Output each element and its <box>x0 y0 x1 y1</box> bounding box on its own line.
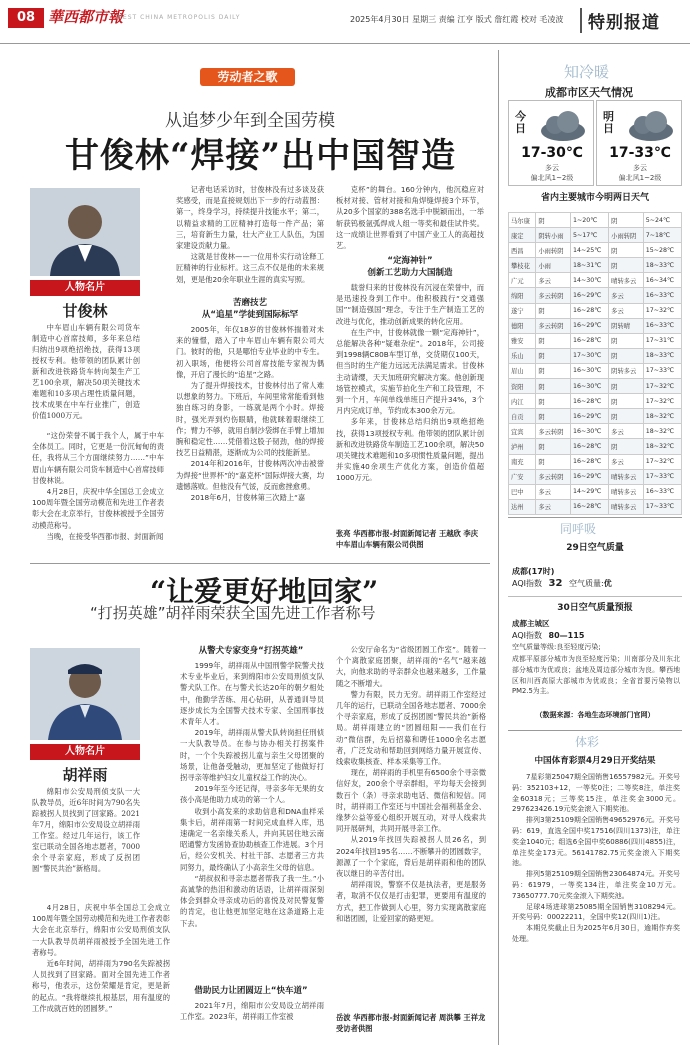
tomorrow-weather: 晴转多云 <box>609 273 644 288</box>
divider <box>508 730 682 731</box>
city-name: 眉山 <box>509 363 536 378</box>
tomorrow-weather: 多云 <box>609 454 644 469</box>
tomorrow-temp: 17~32℃ <box>643 394 681 409</box>
profile-bio: 绵阳市公安局刑侦支队一大队教导员，近6年时间为790名失踪被拐人员找到了回家路。2021年7月，绵阳市公安局设立胡祥雨工作室。经过几年运行，该工作室已联动全国各地志愿者，7000余个寻亲家庭，形成了反拐团圆“警民共治”新格局。 <box>32 787 140 873</box>
today-temp: 16~28℃ <box>570 303 608 318</box>
paragraph: 2005年，年仅18岁的甘俊林怀揣着对未来的憧憬，踏入了中车眉山车辆有限公司大门。彼时的他，只是哪怕专业毕业的中专生。初入职场，他便将公司首席技能专家视为偶像，开启了漫长的“追星”之路。 <box>176 325 324 379</box>
today-weather: 阴 <box>536 348 571 363</box>
air-area: 成都主城区 <box>512 619 550 628</box>
paragraph: “这份荣誉不属于我个人，属于中车全体员工。同时，它更是一份沉甸甸的责任，我将从三个方面继续努力……”中车眉山车辆有限公司货车制造中心首席技师甘俊林说。 <box>32 431 164 485</box>
lottery-item: 本期兑奖截止日为2025年6月30日，逾期作弃奖处理。 <box>512 924 680 943</box>
air-section: 同呼吸 <box>560 522 597 536</box>
paragraph: 2014年和2016年，甘俊林两次冲击被誉为焊接“世界杯”的“嘉克杯”国际焊接大赛，均遗憾落败。但他没有气馁，反而愈挫愈勇。 <box>176 459 324 491</box>
svg-text:知冷暖: 知冷暖 <box>564 63 610 81</box>
feature-title: 甘俊林“焊接”出中国智造 <box>65 136 457 176</box>
tomorrow-temp: 18~32℃ <box>643 439 681 454</box>
today-weather: 小雨转阴 <box>536 243 571 258</box>
column-divider <box>498 50 499 1045</box>
city-weather-row <box>509 424 682 439</box>
today-weather: 阴 <box>536 409 571 424</box>
tomorrow-temp: 17~32℃ <box>643 454 681 469</box>
article2-col2b <box>180 1000 324 1044</box>
city-name: 康定 <box>509 228 536 243</box>
header-info: 2025年4月30日 星期三 责编 江亨 版式 詹红霞 校对 毛凌波 <box>350 15 564 24</box>
tomorrow-temp: 16~33℃ <box>643 288 681 303</box>
lottery-item: 7星彩第25047期全国销售16557982元。开奖号码：352103+12，一等奖0注；二等奖8注，单注奖金60318元；三等奖15注，单注奖金3000元。297623426.19元奖金滚入下期奖池。 <box>512 773 680 814</box>
city-weather-row <box>509 469 682 484</box>
today-temp: 16~30℃ <box>570 379 608 394</box>
feature2-subtitle: “打拐英雄”胡祥雨荣获全国先进工作者称号 <box>90 604 376 622</box>
person-photo <box>30 188 140 276</box>
tomorrow-weather: 阴 <box>609 409 644 424</box>
paragraph: 近6年时间，胡祥雨为790名失踪被拐人员找到了回家路。面对全国先进工作者称号，他表示，这份荣耀是肯定，更是新的起点。“我将继续扎根基层，用有温度的工作成就百姓的团圆梦。” <box>32 959 170 1013</box>
tomorrow-weather: 阴转晴 <box>609 318 644 333</box>
weather-title: 成都市区天气情况 <box>545 86 633 99</box>
today-temp: 5~17℃ <box>570 228 608 243</box>
tomorrow-temp: 18~32℃ <box>643 424 681 439</box>
paragraph: 记者电话采访时，甘俊林没有过多谈及获奖感受，而是直接规划出下一步的行动蓝图：第一，终身学习，持续提升技能水平；第二，以精益求精的工匠精神打造每一件产品；第三，培育新生力量，壮大产业工人队伍，为国家建设贡献力量。 <box>176 185 324 251</box>
person-photo <box>30 648 140 740</box>
city-name: 雅安 <box>509 333 536 348</box>
tomorrow-temp: 17-33℃ <box>609 145 671 161</box>
today-temp: 14~30℃ <box>570 273 608 288</box>
article1-col3 <box>336 184 484 250</box>
lottery-section: 体彩 <box>575 735 600 749</box>
tomorrow-temp: 16~33℃ <box>643 318 681 333</box>
weather-tomorrow-card <box>596 100 682 186</box>
paragraph: 警力有限，民力无穷。胡祥雨工作室经过几年的运行，已联动全国各地志愿者、7000余个寻亲家庭，形成了反拐团圆“警民共治”新格局。胡祥雨建立的“团圆纽阳——我们在行动”微信群，先后招募和聘任1000余名志愿者，广泛发动和帮助回到网络力量开展宣传、线索收集核查、样本采集等工作。 <box>336 689 486 767</box>
tomorrow-temp: 17~32℃ <box>643 379 681 394</box>
city-weather-row <box>509 454 682 469</box>
paragraph: “胡叔叔和寻亲志愿者帮我了我一生。”小高诚挚的热泪和激动的话语，让胡祥雨深刻体会到群众寻亲成功后的喜悦及对民警复警的肯定，也让他更加坚定地在这条道路上走下去。 <box>180 873 324 928</box>
subheading: 苦磨技艺 <box>232 298 267 308</box>
aqi-range <box>512 630 584 641</box>
air-city: 成都(17时) <box>512 567 555 576</box>
today-weather: 阴 <box>536 394 571 409</box>
divider <box>508 517 682 518</box>
paragraph: 2019年，胡祥雨从警犬队转岗担任刑侦一大队教导员。在参与协办相关打拐案件时，一个个失踪被拐儿童与亲生父母团聚的场景，让他备受触动，更加坚定了他做好打拐寻亲等维护妇女儿童权益工作的决心。 <box>180 728 324 783</box>
aqi-range-label: AQI指数 <box>512 631 542 640</box>
city-name: 南充 <box>509 454 536 469</box>
city-weather-row <box>509 273 682 288</box>
profile-bio: 中车眉山车辆有限公司货车制造中心首席技师，多年来总结归纳出9项绝招绝技，获得13项授权专利。他带领的团队累计创新和改进铁路货车转向架生产工艺100余项，解决50项关键技术难题和10多项占理性质量问题，技术成果在中车行业推广，创造价值1000万元。 <box>32 323 140 420</box>
tomorrow-temp: 15~28℃ <box>643 243 681 258</box>
city-weather-row <box>509 379 682 394</box>
feature-band: 劳动者之歌 <box>200 68 295 86</box>
article1-col1 <box>32 430 164 556</box>
city-name: 泸州 <box>509 439 536 454</box>
city-weather-row <box>509 228 682 243</box>
page-header <box>0 0 690 44</box>
tomorrow-weather: 阴 <box>609 213 644 228</box>
divider <box>508 596 682 597</box>
subheading: 从警犬专家变身“打拐英雄” <box>198 646 304 656</box>
city-weather-row <box>509 409 682 424</box>
paper-name-en: WEST CHINA METROPOLIS DAILY <box>116 14 241 21</box>
today-temp: 16~29℃ <box>570 318 608 333</box>
city-weather-row <box>509 484 682 499</box>
city-weather-row <box>509 439 682 454</box>
today-temp: 16~30℃ <box>570 363 608 378</box>
tomorrow-weather: 阴 <box>609 379 644 394</box>
today-label: 今日 <box>515 110 526 135</box>
article2-col2 <box>180 660 324 980</box>
air-source: （数据来源：各地生态环境部门官网） <box>535 711 655 719</box>
paragraph: 1999年，胡祥雨从中国刑警学院警犬技术专业毕业后，来到绵阳市公安局刑侦支队警犬队工作。在与警犬长达20年的朝夕相处中，他勤学苦练、用心钻研，从普通训导员逐步成长为全国警犬技术专家、全国刑事技术青年人才。 <box>180 661 324 727</box>
tomorrow-wind: 偏北风1~2级 <box>618 174 662 182</box>
city-name: 广元 <box>509 273 536 288</box>
tomorrow-temp: 17~33℃ <box>643 499 681 514</box>
city-name: 巴中 <box>509 484 536 499</box>
aqi-range-value: 80—115 <box>548 631 585 640</box>
tomorrow-weather: 多云 <box>609 288 644 303</box>
paragraph: 现在，胡祥雨的手机里有6500余个寻亲微信好友，200余个寻亲群组，平均每天会接到数百个（条）寻亲求助电话、微信和短信。同时，胡祥雨工作室还与中国社会福利基金会、缘梦公益等爱心组织开展互动，对寻人线索共同开展研判，共同开展寻亲工作。 <box>336 768 486 834</box>
tomorrow-weather: 阴 <box>609 394 644 409</box>
tomorrow-temp: 17~32℃ <box>643 303 681 318</box>
subheading: 借助民力让团圆迈上“快车道” <box>194 986 308 996</box>
city-name: 内江 <box>509 394 536 409</box>
city-weather-row <box>509 288 682 303</box>
air-detail: 成都平原部分城市为良至轻度污染；川南部分及川东北部分城市为优或良；盆地及周边部分城市为良。攀西地区和川西高原大部城市为优或良；全省首要污染物以PM2.5为主。 <box>512 655 680 696</box>
article1-byline: 张亮 华西都市报-封面新闻记者 王越欣 李庆 中车眉山车辆有限公司供图 <box>336 529 478 549</box>
today-weather: 小雨 <box>536 258 571 273</box>
cities-title: 省内主要城市今明两日天气 <box>540 193 649 203</box>
lottery-item: 足球4场进球第25085期全国销售3108294元。开奖号码：00022211，全国中奖12(四川1)注。 <box>512 902 680 922</box>
paragraph: 4月28日，庆祝中华全国总工会成立100周年暨全国劳动模范和先进工作者表彰大会在北京举行，甘俊林被授予全国劳动模范称号。 <box>32 487 164 530</box>
aqi-label: AQI指数 <box>512 579 542 588</box>
paragraph: 2018年6月，甘俊林第三次踏上“嘉 <box>190 493 306 503</box>
today-temp: 14~29℃ <box>570 484 608 499</box>
article1-col2 <box>176 184 324 284</box>
city-name: 达州 <box>509 499 536 514</box>
paragraph: 4月28日，庆祝中华全国总工会成立100周年暨全国劳动模范和先进工作者表彰大会在北京举行，绵阳市公安局刑侦支队一大队教导员胡祥雨被授予全国先进工作者称号。 <box>32 903 170 957</box>
subheading: 创新工艺助力大国制造 <box>367 268 453 278</box>
today-temp: 16~29℃ <box>570 409 608 424</box>
city-weather-row <box>509 243 682 258</box>
today-weather: 多云 <box>536 499 571 514</box>
subheading: “定海神针” <box>387 256 433 266</box>
today-temp: 17~30℃ <box>570 348 608 363</box>
lottery-results <box>512 772 680 1044</box>
paragraph: 从2019年找回失踪被拐人员26名，到2024年找回195名……不断攀升的团圆数字，源源了一个个家庭，背后是胡祥雨和他的团队夜以继日的辛苦付出。 <box>336 835 486 879</box>
paragraph: 公安厅命名为“省级团圆工作室”。随着一个个离散家庭团聚，胡祥雨的“名气”越来越大，向他求助的寻亲群众也越来越多，工作量随之不断增大。 <box>336 645 486 688</box>
tomorrow-temp: 18~33℃ <box>643 258 681 273</box>
tomorrow-weather: 晴转多云 <box>609 469 644 484</box>
tomorrow-weather: 小雨转阴 <box>609 228 644 243</box>
lottery-item: 排列5第25109期全国销售23064874元。开奖号码：61979，一等奖134注，单注奖金10万元。73650777.70元奖金滚入下期奖池。 <box>512 870 680 900</box>
police-officer-silhouette-icon <box>30 648 140 740</box>
page-number: 08 <box>8 8 44 28</box>
tomorrow-desc: 多云 <box>633 164 647 172</box>
article1-col3b <box>336 282 484 526</box>
air-forecast-title: 30日空气质量预报 <box>557 603 633 613</box>
tomorrow-temp: 16~34℃ <box>643 273 681 288</box>
city-weather-row <box>509 303 682 318</box>
paragraph: 克杯”的舞台。160分钟内，他沉稳应对板材对接、管材对接和角焊缝焊接3个环节，从20多个国家的388名选手中脱颖而出，一举斩获钨极氩弧焊成人组一等奖和最佳试件奖。这一成绩让世界看到了中国产业工人的高超技艺。 <box>336 185 484 250</box>
article2-byline: 岳波 华西都市报-封面新闻记者 周洪攀 王祥龙 受访者供图 <box>336 1013 486 1033</box>
air-readout <box>512 578 612 589</box>
city-weather-row <box>509 363 682 378</box>
tomorrow-weather: 多云 <box>609 424 644 439</box>
quality-label: 空气质量: <box>569 579 604 588</box>
today-temp: 16~28℃ <box>570 439 608 454</box>
city-weather-row <box>509 499 682 514</box>
tomorrow-weather: 阴 <box>609 243 644 258</box>
air-quality-level: 空气质量等级:良至轻度污染; <box>512 643 601 651</box>
tomorrow-temp: 5~24℃ <box>643 213 681 228</box>
paragraph: 这就是甘俊林——一位用朴实行动诠释工匠精神的行业标杆。这三点不仅是他的未来规划，更是他20余年职业生涯的真实写照。 <box>176 252 324 284</box>
today-weather: 多云转阴 <box>536 424 571 439</box>
city-name: 遂宁 <box>509 303 536 318</box>
today-wind: 偏北风1~2级 <box>530 174 574 182</box>
profile-tag: 人物名片 <box>30 744 140 760</box>
today-temp: 16~29℃ <box>570 288 608 303</box>
tomorrow-weather: 阴 <box>609 348 644 363</box>
tomorrow-temp: 7~18℃ <box>643 228 681 243</box>
tomorrow-temp: 17~33℃ <box>643 363 681 378</box>
weather-decoration-icon <box>540 60 640 82</box>
city-weather-row <box>509 318 682 333</box>
today-temp: 1~20℃ <box>570 213 608 228</box>
today-temp: 18~31℃ <box>570 258 608 273</box>
aqi-value: 32 <box>548 578 563 589</box>
city-weather-row <box>509 333 682 348</box>
paper-name: 華西都市報 <box>48 8 124 26</box>
tomorrow-weather: 阴 <box>609 258 644 273</box>
today-weather: 多云 <box>536 484 571 499</box>
paragraph: 2021年7月，绵阳市公安局设立胡祥雨工作室。2023年，胡祥雨工作室被 <box>180 1001 324 1022</box>
paragraph: 收到小高发来的求助信息和DNA血样采集卡后，胡祥雨第一时间完成血样入库，迅速确定一名亲缘关系人，并向其居住地云南昭通警方发函协查协助核查工作进展。3个月后，经公安机关、村社干部、志愿者三方共同努力，最终确认了小高亲生父母的信息。 <box>180 806 324 872</box>
today-weather: 多云转阴 <box>536 288 571 303</box>
section-title: 特别报道 <box>580 8 660 33</box>
city-name: 德阳 <box>509 318 536 333</box>
today-weather: 多云 <box>536 273 571 288</box>
cities-weather-table <box>508 212 682 515</box>
today-temp: 16~28℃ <box>570 454 608 469</box>
divider <box>30 563 490 564</box>
cloud-icon <box>623 109 677 145</box>
today-temp: 16~28℃ <box>570 333 608 348</box>
tomorrow-temp: 16~33℃ <box>643 484 681 499</box>
weather-banner <box>540 60 640 82</box>
today-temp: 14~25℃ <box>570 243 608 258</box>
city-name: 西昌 <box>509 243 536 258</box>
today-weather: 阴 <box>536 213 571 228</box>
tomorrow-temp: 18~32℃ <box>643 409 681 424</box>
city-weather-row <box>509 258 682 273</box>
tomorrow-weather: 阴 <box>609 439 644 454</box>
city-name: 宜宾 <box>509 424 536 439</box>
city-weather-row <box>509 213 682 228</box>
feature2-title: “让爱更好地回家” <box>150 575 379 608</box>
today-weather: 阴 <box>536 363 571 378</box>
paragraph: 当晚，在接受华西都市报、封面新闻 <box>46 531 164 541</box>
city-name: 广安 <box>509 469 536 484</box>
lottery-item: 排列3第25109期全国销售49652976元。开奖号码：619，直选全国中奖17516(四川1373)注，单注奖金1040元；组选6全国中奖60886(四川4855)注，单注奖金173元。56141782.75元奖金滚入下期奖池。 <box>512 816 680 868</box>
weather-today-card <box>508 100 594 186</box>
profile-name: 甘俊林 <box>62 302 108 320</box>
city-name: 资阳 <box>509 379 536 394</box>
today-temp: 17-30℃ <box>521 145 583 161</box>
paragraph: 在生产中，甘俊林就像一颗“定海神针”，总能解决各种“疑难杂症”。2018年，公司接到1998辆C80B车型订单，交货期仅100天，但当时的生产能力远远无法满足需求。甘俊林主动请缨，天天加班研究解决方案。他创新现场管控模式，实施节拍化生产和工段管理，不到一个月，车间单线单班日产提升34%，3个月内完成订单，节约成本300余万元。 <box>336 327 484 416</box>
subheading: 从“追星”学徒到国际标罕 <box>201 310 299 320</box>
paragraph: 多年来，甘俊林总结归纳出9项绝招绝技，获得13项授权专利。他带领的团队累计创新和改进铁路货车制造工艺100余项，解决50项关键技术难题和10多项惯性质量问题，提出并实施40余项生产优化方案，创造价值超1000万元。 <box>336 417 484 483</box>
tomorrow-temp: 17~33℃ <box>643 469 681 484</box>
city-name: 绵阳 <box>509 288 536 303</box>
city-name: 乐山 <box>509 348 536 363</box>
article2-col3 <box>336 644 486 1008</box>
paragraph: 2019年至今还记得，寻亲多年无果的女孩小高是他助力成功的第一个人。 <box>180 784 324 805</box>
paragraph: 胡祥雨说，警察不仅是执法者，更是服务者，取消不仅仅是打击犯罪，更要用有温度的方式，把工作做到人心里，努力实现离散家庭和谐团圆，让爱回家的路更短。 <box>336 880 486 923</box>
profile-name: 胡祥雨 <box>62 766 108 784</box>
city-name: 马尔康 <box>509 213 536 228</box>
today-weather: 多云转阴 <box>536 318 571 333</box>
tomorrow-temp: 18~33℃ <box>643 348 681 363</box>
tomorrow-label: 明日 <box>603 110 614 135</box>
today-desc: 多云 <box>545 164 559 172</box>
today-temp: 16~28℃ <box>570 499 608 514</box>
article1-col2b <box>176 324 324 556</box>
person-silhouette-icon <box>30 188 140 276</box>
today-temp: 16~29℃ <box>570 469 608 484</box>
today-weather: 阴转小雨 <box>536 228 571 243</box>
tomorrow-weather: 阴转多云 <box>609 363 644 378</box>
paragraph: 载誉归来的甘俊林没有沉浸在荣誉中，而是迅速投身到工作中。他积极践行“交通强国”“制造强国”理念，专注于生产制造工艺的改进与优化，推动创新成果的转化应用。 <box>336 283 484 326</box>
tomorrow-temp: 17~31℃ <box>643 333 681 348</box>
today-temp: 16~30℃ <box>570 424 608 439</box>
today-weather: 阴 <box>536 333 571 348</box>
today-temp: 16~28℃ <box>570 394 608 409</box>
tomorrow-weather: 晴转多云 <box>609 499 644 514</box>
city-name: 自贡 <box>509 409 536 424</box>
city-name: 攀枝花 <box>509 258 536 273</box>
air-title: 29日空气质量 <box>566 543 624 553</box>
today-weather: 阴 <box>536 439 571 454</box>
today-weather: 多云转阴 <box>536 469 571 484</box>
lottery-title: 中国体育彩票4月29日开奖结果 <box>534 756 656 766</box>
today-weather: 阴 <box>536 454 571 469</box>
paragraph: 为了提升焊接技术，甘俊林付出了常人难以想象的努力。下班后，车间里常常能看到他独自练习的身影，一练就是两个小时。焊接时，强光弄到灼伤眼睛，他就眯着眼继续工作；臂力不够，就用自制沙袋绑在手臂上增加腕和稳定性……凭借着这股子韧劲，他的焊接技艺日益精湛，逐渐成为公司的技能新星。 <box>176 381 324 458</box>
city-weather-row <box>509 348 682 363</box>
cloud-icon <box>535 109 589 145</box>
tomorrow-weather: 多云 <box>609 303 644 318</box>
cities-table-wrap <box>508 212 682 515</box>
feature-subtitle: 从追梦少年到全国劳模 <box>165 111 335 131</box>
today-weather: 阴 <box>536 303 571 318</box>
tomorrow-weather: 阴 <box>609 333 644 348</box>
today-weather: 阴 <box>536 379 571 394</box>
article2-col1 <box>32 902 170 1040</box>
profile-tag: 人物名片 <box>30 280 140 296</box>
quality-value: 优 <box>603 579 612 588</box>
tomorrow-weather: 晴转多云 <box>609 484 644 499</box>
city-weather-row <box>509 394 682 409</box>
